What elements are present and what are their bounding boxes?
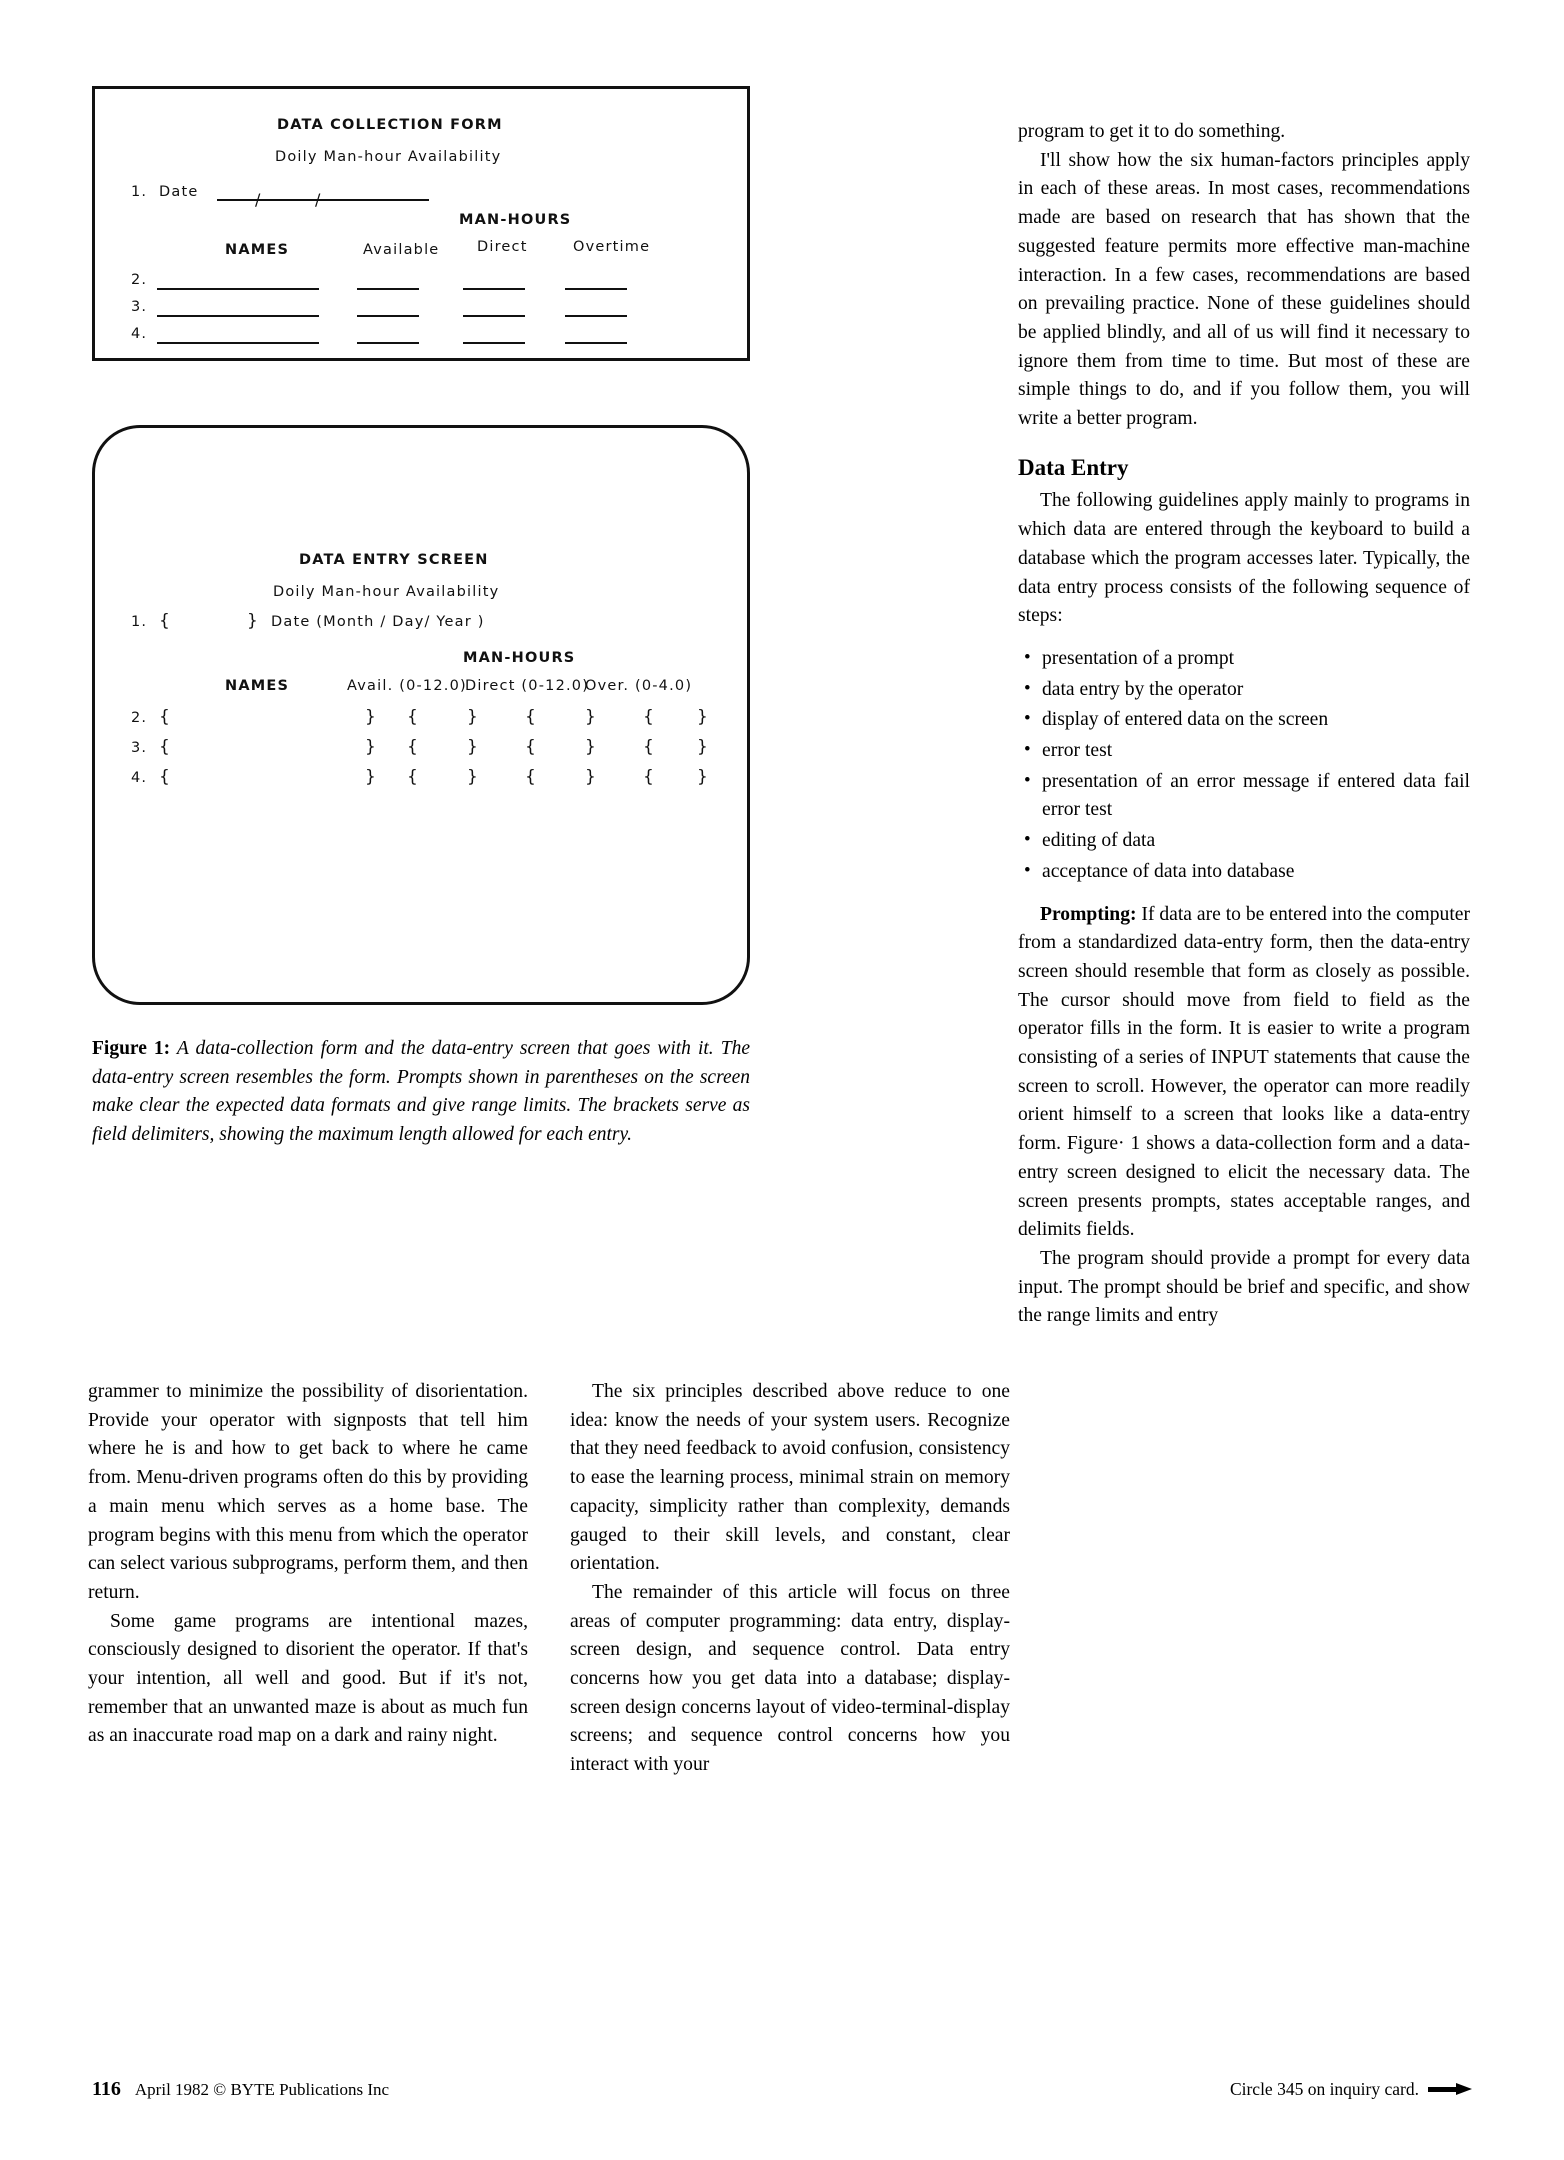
inquiry-card-text: Circle 345 on inquiry card. — [1229, 2079, 1419, 2099]
screen-avail-brace-open: { — [407, 707, 418, 727]
prompting-lead-in: Prompting: — [1040, 903, 1137, 925]
form-date-slash-2: / — [315, 190, 321, 209]
paragraph: The remainder of this article will focus on three areas of computer programming: data entry, display-screen design, and sequence control. Data entry concerns how you get data into a database; display-screen design concerns layout of video-terminal-display screens; and sequence control concerns how you interact with your — [570, 1581, 1010, 1776]
list-item: • presentation of an error message if entered data fail error test — [1018, 768, 1470, 825]
form-overtime-rule — [565, 288, 627, 290]
form-direct-rule — [463, 342, 525, 344]
paragraph: The six principles described above reduce to one idea: know the needs of your system users. Recognize that they need feedback to avoid confusion, consistency to ease the learning process, minimal strain on memory capacity, simplicity rather than complexity, demands gauged to their skill levels, and constant, clear orientation. — [570, 1381, 1010, 1575]
screen-direct-brace-close: } — [585, 767, 596, 787]
form-col-direct: Direct — [477, 239, 528, 255]
paragraph: The program should provide a prompt for every data input. The prompt should be brief and specific, and show the range limits and entry — [1018, 1248, 1470, 1327]
screen-direct-brace-open: { — [525, 767, 536, 787]
data-collection-form-diagram — [92, 86, 750, 361]
screen-over-brace-close: } — [697, 707, 708, 727]
screen-row-number: 3. — [131, 740, 148, 756]
figure-1-caption — [92, 1035, 750, 1150]
paragraph: The following guidelines apply mainly to programs in which data are entered through the keyboard to build a database which the program accesses later. Typically, the data entry process consists of the following sequence of steps: — [1018, 490, 1470, 627]
screen-title: DATA ENTRY SCREEN — [299, 552, 489, 568]
screen-direct-brace-open: { — [525, 737, 536, 757]
screen-over-brace-close: } — [697, 767, 708, 787]
paragraph: I'll show how the six human-factors principles apply in each of these areas. In most cases, recommendations made are based on research that has shown that the suggested feature permits more effective man-machine interaction. In a few cases, recommendations are based on prevailing practice. None of these guidelines should be applied blindly, and all of us will find it necessary to ignore them from time to time. But most of these are simple things to do, and if you follow them, you will write a better program. — [1018, 149, 1470, 430]
screen-name-brace-open: { — [159, 767, 170, 787]
form-overtime-rule — [565, 342, 627, 344]
screen-name-brace-close: } — [365, 767, 376, 787]
screen-direct-brace-close: } — [585, 707, 596, 727]
lower-middle-text-column — [570, 1378, 1010, 1780]
screen-over-brace-open: { — [643, 737, 654, 757]
list-item: • data entry by the operator — [1018, 676, 1470, 705]
form-overtime-rule — [565, 315, 627, 317]
form-direct-rule — [463, 315, 525, 317]
page-number: 116 — [92, 2078, 121, 2100]
screen-row1-label: Date (Month / Day/ Year ) — [271, 614, 485, 630]
form-col-overtime: Overtime — [573, 239, 651, 255]
screen-row1-brace-close: } — [247, 611, 258, 631]
screen-avail-brace-open: { — [407, 767, 418, 787]
form-row1-number: 1. — [131, 184, 148, 200]
screen-over-brace-close: } — [697, 737, 708, 757]
right-arrow-icon — [1428, 2083, 1472, 2096]
screen-over-brace-open: { — [643, 707, 654, 727]
right-text-column — [1018, 118, 1470, 1331]
list-item: • presentation of a prompt — [1018, 645, 1470, 674]
page-footer — [92, 2078, 1472, 2101]
screen-subtitle: Doily Man-hour Availability — [273, 584, 500, 600]
footer-imprint-group — [92, 2078, 389, 2101]
screen-name-brace-open: { — [159, 707, 170, 727]
screen-row1-brace-open: { — [159, 611, 170, 631]
paragraph-prompting — [1018, 901, 1470, 1245]
form-direct-rule — [463, 288, 525, 290]
form-available-rule — [357, 315, 419, 317]
figure-1-container — [92, 86, 752, 1150]
form-date-rule — [217, 199, 429, 201]
screen-avail-brace-open: { — [407, 737, 418, 757]
form-available-rule — [357, 342, 419, 344]
form-row-number: 4. — [131, 326, 148, 342]
form-name-rule — [157, 315, 319, 317]
form-row-number: 2. — [131, 272, 148, 288]
list-item: • error test — [1018, 737, 1470, 766]
figure-1-caption-label: Figure 1: — [92, 1038, 171, 1059]
paragraph: program to get it to do something. — [1018, 121, 1286, 142]
paragraph: grammer to minimize the possibility of disorientation. Provide your operator with signposts that tell him where he is and how to get back to where he came from. Menu-driven programs often do this by providing a main menu which serves as a home base. The program begins with this menu from which the operator can select various subprograms, perform them, and then return. — [88, 1381, 528, 1603]
screen-avail-brace-close: } — [467, 707, 478, 727]
screen-row1-number: 1. — [131, 614, 148, 630]
form-available-rule — [357, 288, 419, 290]
form-row-number: 3. — [131, 299, 148, 315]
paragraph: Some game programs are intentional mazes, consciously designed to disorient the operator. If that's your intention, all well and good. But if it's not, remember that an unwanted maze is about as much fun as an inaccurate road map on a dark and rainy night. — [88, 1610, 528, 1747]
form-date-slash-1: / — [255, 190, 261, 209]
footer-inquiry-group — [1230, 2079, 1472, 2100]
screen-col-direct: Direct (0-12.0) — [465, 678, 590, 694]
prompting-body: If data are to be entered into the computer from a standardized data-entry form, then the data-entry screen should resemble that form as closely as possible. The cursor should move from field to field as the operator fills in the form. It is easier to write a program consisting of a series of INPUT statements that cause the screen to scroll. However, the operator can more readily orient himself to a screen that looks like a data-entry form. Figure· 1 shows a data-collection form and a data-entry screen designed to elicit the necessary data. The screen presents prompts, states acceptable ranges, and delimits fields. — [1018, 903, 1471, 1241]
list-item: • editing of data — [1018, 827, 1470, 856]
lower-left-text-column — [88, 1378, 528, 1751]
form-subtitle: Doily Man-hour Availability — [275, 149, 502, 165]
screen-avail-brace-close: } — [467, 737, 478, 757]
form-name-rule — [157, 342, 319, 344]
screen-over-brace-open: { — [643, 767, 654, 787]
list-item: • display of entered data on the screen — [1018, 706, 1470, 735]
screen-name-brace-close: } — [365, 737, 376, 757]
screen-avail-brace-close: } — [467, 767, 478, 787]
screen-direct-brace-close: } — [585, 737, 596, 757]
form-title: DATA COLLECTION FORM — [277, 117, 503, 133]
form-row1-label: Date — [159, 184, 199, 200]
screen-col-names: NAMES — [225, 678, 290, 694]
footer-imprint: April 1982 © BYTE Publications Inc — [134, 2080, 390, 2099]
form-col-available: Available — [363, 242, 440, 258]
figure-1-caption-text: A data-collection form and the data-entry screen that goes with it. The data-entry screen resembles the form. Prompts shown in parentheses on the screen make clear the expected data formats and give range limits. The brackets serve as field delimiters, showing the maximum length allowed for each entry. — [92, 1038, 750, 1145]
form-name-rule — [157, 288, 319, 290]
screen-name-brace-open: { — [159, 737, 170, 757]
screen-manhours-header: MAN-HOURS — [463, 650, 576, 666]
screen-row-number: 4. — [131, 770, 148, 786]
form-manhours-header: MAN-HOURS — [459, 212, 572, 228]
list-item: • acceptance of data into database — [1018, 858, 1470, 887]
form-col-names: NAMES — [225, 242, 290, 258]
screen-row-number: 2. — [131, 710, 148, 726]
screen-col-overtime: Over. (0-4.0) — [585, 678, 693, 694]
screen-col-available: Avail. (0-12.0) — [347, 678, 467, 694]
section-heading-data-entry: Data Entry — [1018, 454, 1129, 480]
data-entry-steps-list — [1018, 645, 1470, 887]
data-entry-screen-diagram — [92, 425, 750, 1005]
screen-direct-brace-open: { — [525, 707, 536, 727]
screen-name-brace-close: } — [365, 707, 376, 727]
